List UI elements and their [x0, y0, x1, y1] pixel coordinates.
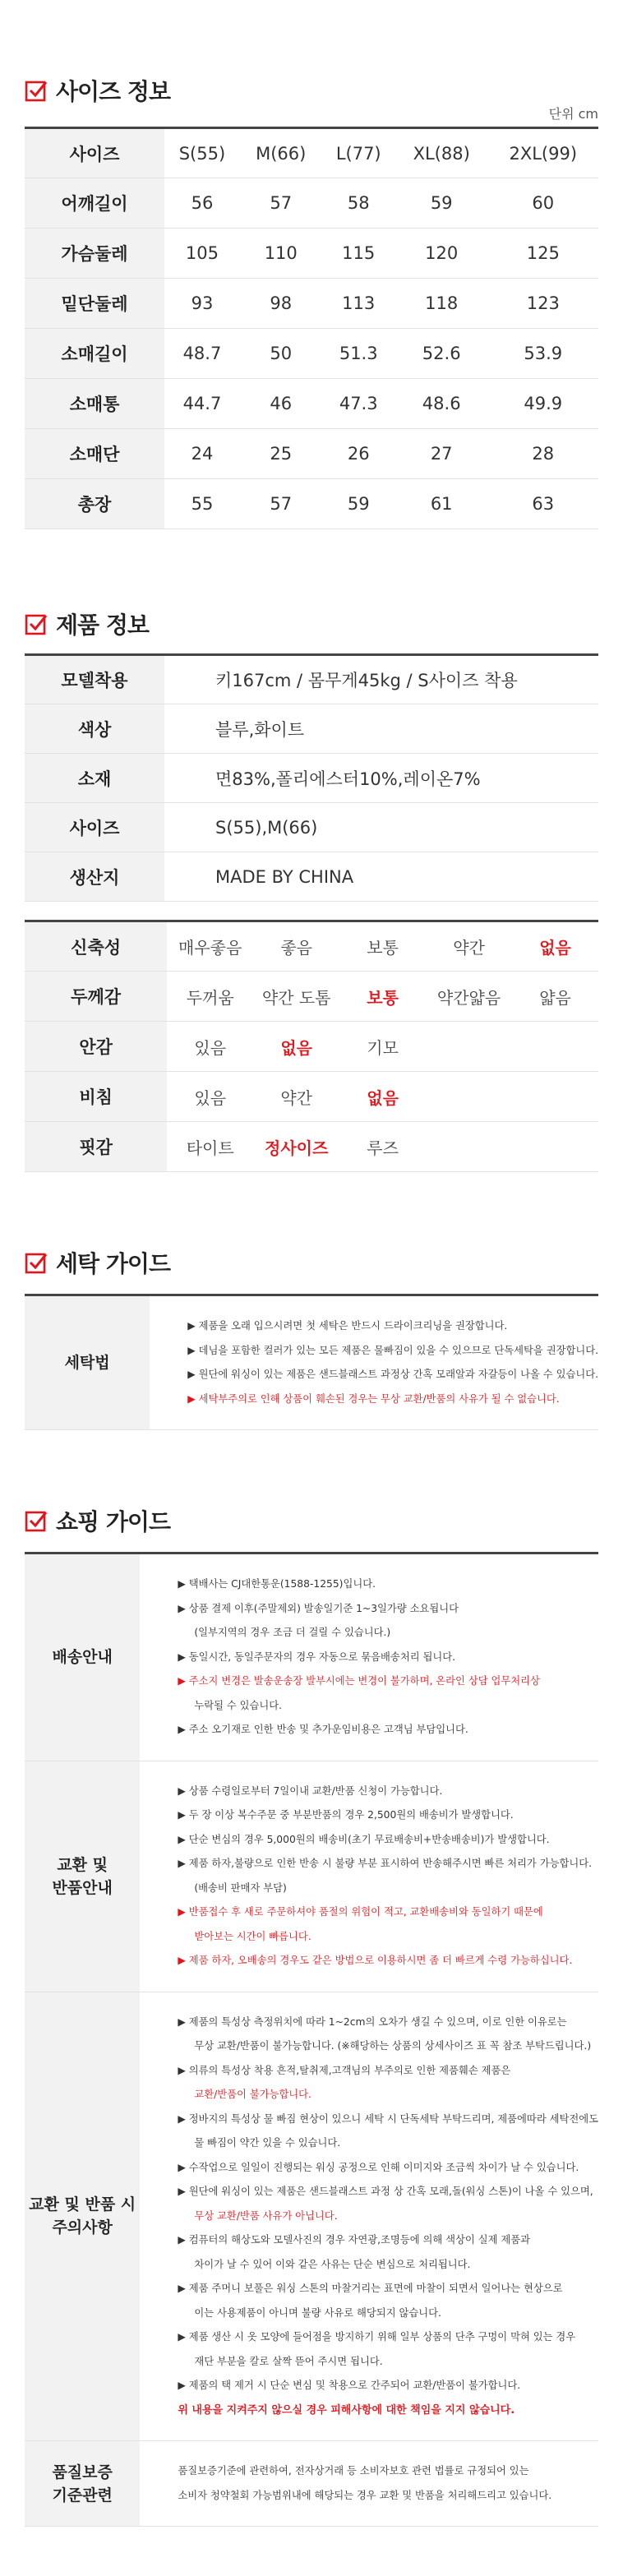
feel-option: [512, 1022, 598, 1072]
shopping-guide-row: [25, 1761, 598, 1992]
info-label: 사이즈: [25, 803, 164, 852]
info-label: 모델착용: [25, 655, 164, 704]
feel-option: 얇음: [512, 972, 598, 1022]
label-line: 주의사항: [52, 2218, 113, 2237]
size-cell: 44.7: [164, 379, 240, 429]
size-cell: 110: [240, 229, 322, 279]
size-row-label: 소매단: [25, 429, 164, 479]
guide-line: ▶ 제품 하자, 오배송의 경우도 같은 방법으로 이용하시면 좀 더 빠르게 수령 가능하십니다.: [178, 1955, 573, 1966]
wash-line: ▶ 제품을 오래 입으시려면 첫 세탁은 반드시 드라이크리닝을 권장합니다.: [187, 1320, 508, 1332]
label-line: 교환 및: [57, 1855, 108, 1874]
wash-line: ▶ 세탁부주의로 인해 상품이 훼손된 경우는 무상 교환/반품의 사유가 될 수 없습니다.: [187, 1392, 560, 1405]
shopping-guide-heading: 쇼핑 가이드: [56, 1508, 170, 1535]
size-cell: 63: [488, 479, 598, 529]
size-cell: 58: [322, 178, 395, 229]
fit-feel-table: [25, 920, 598, 1172]
guide-line: 받아보는 시간이 빠릅니다.: [194, 1930, 312, 1942]
size-column-header: L(77): [322, 128, 395, 178]
info-row: [25, 704, 598, 754]
wash-guide-heading: 세탁 가이드: [56, 1250, 170, 1277]
size-cell: 118: [395, 279, 488, 329]
feel-row: [25, 1122, 598, 1172]
feel-option: 타이트: [167, 1122, 253, 1172]
feel-option: 있음: [167, 1072, 253, 1122]
feel-label: 신축성: [25, 921, 167, 972]
wash-instructions: [150, 1295, 598, 1430]
shopping-guide-body: [140, 2441, 598, 2527]
size-row: [25, 379, 598, 429]
shopping-guide-label: [25, 2441, 140, 2527]
guide-line: (배송비 판매자 부담): [194, 1881, 287, 1894]
label-line: 기준관련: [52, 2486, 113, 2504]
guide-line: 물 빠짐이 약간 있을 수 있습니다.: [194, 2137, 341, 2149]
guide-line: ▶ 상품 수령일로부터 7일이내 교환/반품 신청이 가능합니다.: [178, 1784, 443, 1797]
size-row: [25, 479, 598, 529]
size-table: [25, 127, 598, 529]
guide-line: ▶ 컴퓨터의 해상도와 모델사진의 경우 자연광,조명등에 의해 색상이 실제 제품과: [178, 2234, 530, 2246]
info-value: MADE BY CHINA: [164, 852, 598, 902]
size-row: [25, 429, 598, 479]
guide-line: 교환/반품이 불가능합니다.: [194, 2089, 312, 2100]
shopping-guide-table: [25, 1552, 598, 2527]
feel-option-selected: 정사이즈: [253, 1122, 339, 1172]
wash-guide-title: [25, 1246, 598, 1279]
guide-line: ▶ 주소 오기재로 인한 반송 및 추가운임비용은 고객님 부담입니다.: [178, 1724, 468, 1735]
feel-row: [25, 921, 598, 972]
size-header-row: [25, 128, 598, 178]
shopping-guide-row: [25, 2441, 598, 2527]
guide-line: ▶ 반품접수 후 새로 주문하셔야 품절의 위험이 적고, 교환배송비와 동일하기 때문에: [178, 1906, 543, 1918]
shopping-guide-body: [140, 1992, 598, 2441]
feel-option: 루즈: [339, 1122, 426, 1172]
wash-line: ▶ 데님을 포함한 컬러가 있는 모든 제품은 물빠짐이 있을 수 있으므로 단독세탁을 권장합니다.: [187, 1344, 598, 1356]
guide-line: 무상 교환/반품이 불가능합니다. (※해당하는 상품의 상세사이즈 표 꼭 참조 부탁드립니다.): [194, 2040, 592, 2052]
size-cell: 56: [164, 178, 240, 229]
info-value: S(55),M(66): [164, 803, 598, 852]
size-cell: 50: [240, 329, 322, 379]
feel-row: [25, 972, 598, 1022]
size-cell: 24: [164, 429, 240, 479]
size-cell: 27: [395, 429, 488, 479]
info-row: [25, 655, 598, 704]
feel-option: [512, 1122, 598, 1172]
guide-line: ▶ 정바지의 특성상 물 빠짐 현상이 있으니 세탁 시 단독세탁 부탁드리며, 제품에따라 세탁전에도: [178, 2112, 598, 2125]
guide-line: 누락될 수 있습니다.: [194, 1699, 283, 1711]
guide-line: 무상 교환/반품 사유가 아닙니다.: [194, 2209, 338, 2222]
feel-option: 약간얇음: [426, 972, 512, 1022]
size-cell: 59: [322, 479, 395, 529]
product-info-heading: 제품 정보: [56, 612, 149, 639]
feel-label: 안감: [25, 1022, 167, 1072]
info-label: 색상: [25, 704, 164, 754]
feel-option: [426, 1022, 512, 1072]
info-value: 키167cm / 몸무게45kg / S사이즈 착용: [164, 655, 598, 704]
size-column-header: S(55): [164, 128, 240, 178]
wash-line: ▶ 원단에 워싱이 있는 제품은 샌드블래스트 과정상 간혹 모래알과 자갈등이 나올 수 있습니다.: [187, 1369, 598, 1380]
feel-option: 있음: [167, 1022, 253, 1072]
guide-line: ▶ 주소지 변경은 발송운송장 발부시에는 변경이 불가하며, 온라인 상담 업무처리상: [178, 1675, 540, 1687]
info-value: 블루,화이트: [164, 704, 598, 754]
size-column-header: XL(88): [395, 128, 488, 178]
size-cell: 123: [488, 279, 598, 329]
guide-line: 차이가 날 수 있어 이와 같은 사유는 단순 변심으로 처리됩니다.: [194, 2258, 471, 2270]
size-cell: 105: [164, 229, 240, 279]
feel-option: [512, 1072, 598, 1122]
size-row-label: 가슴둘레: [25, 229, 164, 279]
size-row-label: 소매통: [25, 379, 164, 429]
info-value: 면83%,폴리에스터10%,레이온7%: [164, 754, 598, 803]
guide-line: ▶ 제품 주머니 보풀은 워싱 스톤의 마찰거리는 표면에 마찰이 되면서 일어나는 현상으로: [178, 2283, 563, 2294]
guide-line: 소비자 청약철회 가능범위내에 해당되는 경우 교환 및 반품을 처리해드리고 있습니다.: [178, 2489, 552, 2501]
checkbox-check-icon: [25, 1509, 48, 1532]
feel-label: 핏감: [25, 1122, 167, 1172]
guide-line: 위 내용을 지켜주지 않으실 경우 피해사항에 대한 책임을 지지 않습니다.: [178, 2403, 515, 2417]
feel-option-selected: 보통: [339, 972, 426, 1022]
feel-option: 좋음: [253, 921, 339, 972]
size-row: [25, 229, 598, 279]
wash-guide-table: [25, 1294, 598, 1430]
size-cell: 25: [240, 429, 322, 479]
size-cell: 53.9: [488, 329, 598, 379]
feel-option: 약간: [426, 921, 512, 972]
feel-option: 매우좋음: [167, 921, 253, 972]
shopping-guide-row: [25, 1992, 598, 2441]
size-cell: 120: [395, 229, 488, 279]
shopping-guide-label: [25, 1992, 140, 2441]
shopping-guide-row: [25, 1553, 598, 1761]
size-row: [25, 329, 598, 379]
info-label: 생산지: [25, 852, 164, 902]
size-header-label: 사이즈: [25, 128, 164, 178]
feel-option: [426, 1122, 512, 1172]
size-cell: 55: [164, 479, 240, 529]
shopping-guide-label: [25, 1761, 140, 1992]
guide-line: ▶ 원단에 워싱이 있는 제품은 샌드블래스트 과정 상 간혹 모래,돌(워싱 스톤)이 나올 수 있으며,: [178, 2186, 593, 2197]
size-info-heading: 사이즈 정보: [56, 78, 170, 105]
guide-line: ▶ 상품 결제 이후(주말제외) 발송일기준 1~3일가량 소요됩니다: [178, 1602, 459, 1614]
shopping-guide-body: [140, 1553, 598, 1761]
size-cell: 57: [240, 479, 322, 529]
feel-option: 두꺼움: [167, 972, 253, 1022]
feel-option-selected: 없음: [339, 1072, 426, 1122]
shopping-guide-label: [25, 1553, 140, 1761]
size-row-label: 어깨길이: [25, 178, 164, 229]
feel-label: 비침: [25, 1072, 167, 1122]
feel-option: 보통: [339, 921, 426, 972]
guide-line: ▶ 제품의 택 제거 시 단순 변심 및 착용으로 간주되어 교환/반품이 불가합니다.: [178, 2380, 521, 2391]
checkbox-check-icon: [25, 79, 48, 102]
size-cell: 48.7: [164, 329, 240, 379]
guide-line: ▶ 택배사는 CJ대한통운(1588-1255)입니다.: [178, 1578, 376, 1590]
size-row-label: 소매길이: [25, 329, 164, 379]
size-cell: 48.6: [395, 379, 488, 429]
size-cell: 93: [164, 279, 240, 329]
size-row-label: 총장: [25, 479, 164, 529]
size-cell: 115: [322, 229, 395, 279]
guide-line: ▶ 동일시간, 동일주문자의 경우 자동으로 묶음배송처리 됩니다.: [178, 1650, 456, 1663]
guide-line: ▶ 의류의 특성상 착용 흔적,탈취제,고객님의 부주의로 인한 제품훼손 제품은: [178, 2064, 511, 2076]
size-cell: 60: [488, 178, 598, 229]
shopping-guide-title: [25, 1504, 598, 1537]
size-column-header: M(66): [240, 128, 322, 178]
info-row: [25, 852, 598, 902]
feel-label: 두께감: [25, 972, 167, 1022]
guide-line: ▶ 제품의 특성상 측정위치에 따라 1~2cm의 오차가 생길 수 있으며, 이로 인한 이유로는: [178, 2015, 567, 2028]
guide-line: ▶ 두 장 이상 복수주문 중 부분반품의 경우 2,500원의 배송비가 발생합니다.: [178, 1809, 514, 1821]
wash-row: [25, 1295, 598, 1430]
size-column-header: 2XL(99): [488, 128, 598, 178]
size-cell: 51.3: [322, 329, 395, 379]
feel-option: 약간 도톰: [253, 972, 339, 1022]
size-cell: 59: [395, 178, 488, 229]
feel-option: 기모: [339, 1022, 426, 1072]
guide-line: 품질보증기준에 관련하여, 전자상거래 등 소비자보호 관련 법률로 규정되어 있는: [178, 2465, 529, 2477]
info-row: [25, 754, 598, 803]
feel-row: [25, 1072, 598, 1122]
size-cell: 52.6: [395, 329, 488, 379]
info-row: [25, 803, 598, 852]
label-line: 반품안내: [52, 1878, 113, 1897]
size-cell: 125: [488, 229, 598, 279]
guide-line: ▶ 제품 생산 시 옷 모양에 들어점을 방지하기 위해 일부 상품의 단추 구멍이 막혀 있는 경우: [178, 2331, 576, 2343]
size-row: [25, 279, 598, 329]
feel-option: [426, 1072, 512, 1122]
feel-option-selected: 없음: [253, 1022, 339, 1072]
guide-line: 이는 사용제품이 아니며 불량 사유로 해당되지 않습니다.: [194, 2306, 441, 2319]
guide-line: ▶ 제품 하자,불량으로 인한 반송 시 불량 부분 표시하여 반송해주시면 빠른 처리가 가능합니다.: [178, 1858, 593, 1869]
wash-label: 세탁법: [25, 1295, 150, 1430]
size-cell: 46: [240, 379, 322, 429]
size-cell: 49.9: [488, 379, 598, 429]
info-label: 소재: [25, 754, 164, 803]
guide-line: (일부지역의 경우 조금 더 걸릴 수 있습니다.): [194, 1627, 391, 1638]
size-cell: 98: [240, 279, 322, 329]
size-cell: 47.3: [322, 379, 395, 429]
checkbox-check-icon: [25, 612, 48, 635]
guide-line: ▶ 단순 변심의 경우 5,000원의 배송비(초기 무료배송비+반송배송비)가 발생합니다.: [178, 1833, 550, 1845]
label-line: 교환 및 반품 시: [29, 2195, 136, 2214]
product-info-title: [25, 607, 598, 640]
size-cell: 61: [395, 479, 488, 529]
shopping-guide-body: [140, 1761, 598, 1992]
guide-line: 재단 부분을 칼로 살짝 뜯어 주시면 됩니다.: [194, 2355, 383, 2367]
size-row: [25, 178, 598, 229]
label-line: 배송안내: [52, 1648, 113, 1667]
unit-label: 단위 cm: [548, 106, 598, 122]
size-row-label: 밑단둘레: [25, 279, 164, 329]
size-cell: 113: [322, 279, 395, 329]
size-cell: 28: [488, 429, 598, 479]
label-line: 품질보증: [52, 2463, 113, 2481]
size-info-title: [25, 74, 598, 107]
feel-row: [25, 1022, 598, 1072]
checkbox-check-icon: [25, 1251, 48, 1274]
size-cell: 57: [240, 178, 322, 229]
guide-line: ▶ 수작업으로 일일이 진행되는 워싱 공정으로 인해 이미지와 조금씩 차이가 날 수 있습니다.: [178, 2161, 579, 2173]
product-info-table: [25, 653, 598, 902]
feel-option-selected: 없음: [512, 921, 598, 972]
feel-option: 약간: [253, 1072, 339, 1122]
size-cell: 26: [322, 429, 395, 479]
